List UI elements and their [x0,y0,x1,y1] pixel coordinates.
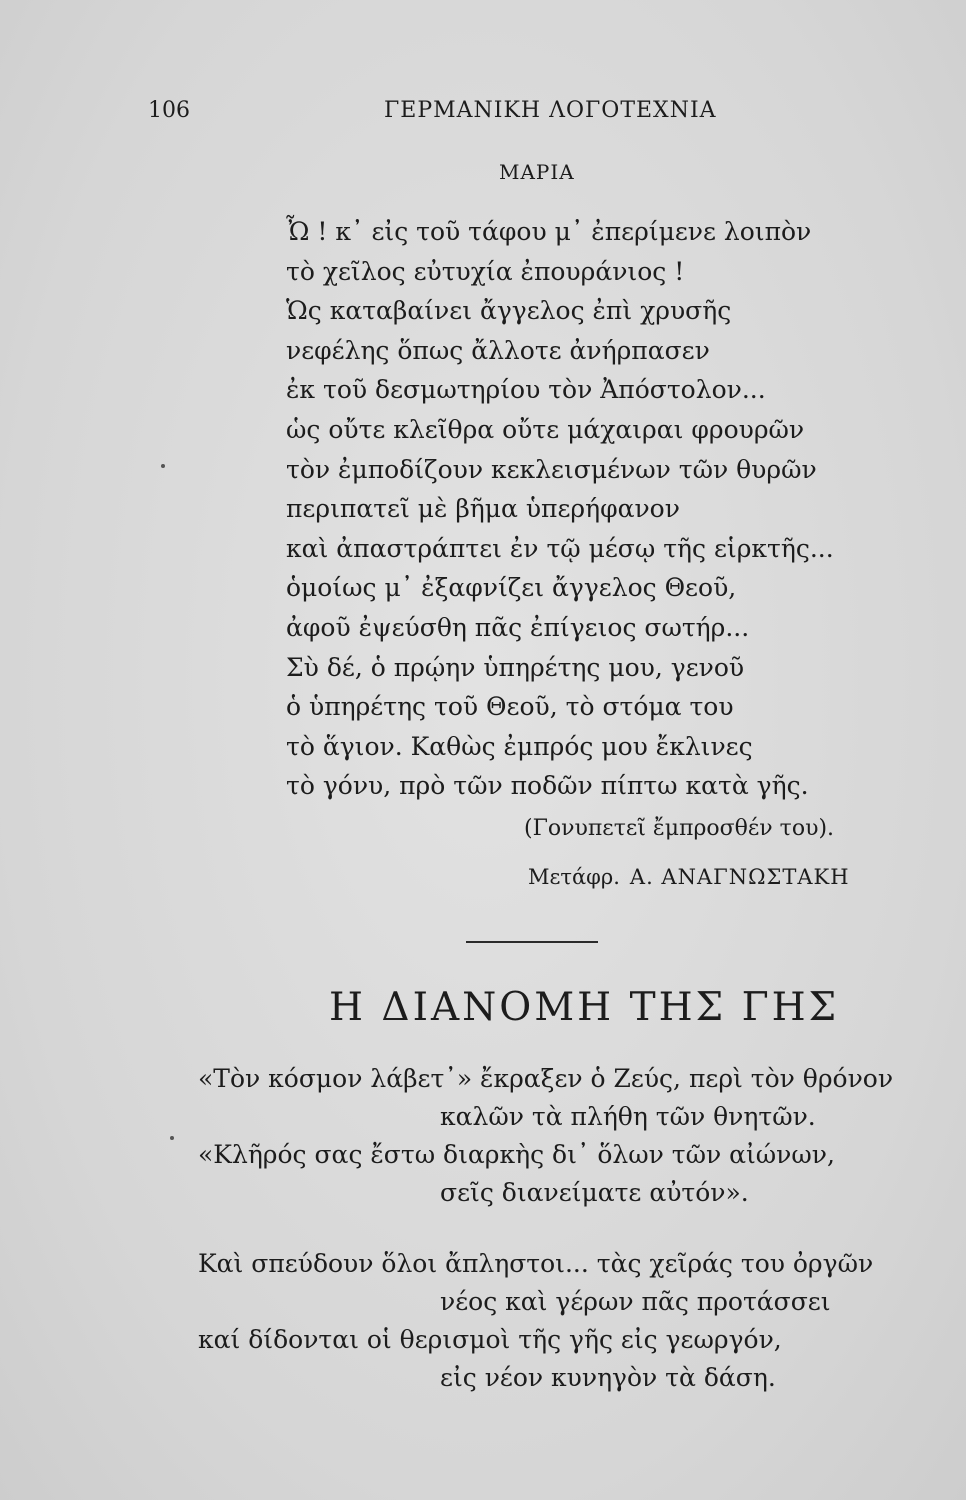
poem-line: τὸν ἐμποδίζουν κεκλεισμένων τῶν θυρῶν [286,454,817,484]
poem-line: Σὺ δέ, ὁ πρῴην ὑπηρέτης μου, γενοῦ [286,652,745,682]
poem-line: Ὦ ! κ᾽ εἰς τοῦ τάφου μ᾽ ἐπερίμενε λοιπὸν [286,217,812,246]
poem-line: ὁ ὑπηρέτης τοῦ Θεοῦ, τὸ στόμα του [286,692,734,722]
poem-line: «Κλῆρός σας ἔστω διαρκὴς δι᾽ ὅλων τῶν αἰώνων, [198,1140,835,1169]
page-number: 106 [148,98,190,123]
poem-body-maria [286,212,834,806]
poem-title-dianomi: Η ΔΙΑΝΟΜΗ ΤΗΣ ΓΗΣ [329,985,840,1030]
paper-speck [170,1136,174,1140]
section-divider [466,941,598,943]
poem-line: σεῖς διανείματε αὐτόν». [440,1178,749,1207]
translator-label: Μετάφρ. [528,865,620,889]
poem-line: νέος καὶ γέρων πᾶς προτάσσει [440,1287,831,1316]
poem-line: «Τὸν κόσμον λάβετ᾽» ἔκραξεν ὁ Ζεύς, περὶ τὸν θρόνον [198,1064,894,1093]
poem-line: τὸ ἅγιον. Καθὼς ἐμπρός μου ἔκλινες [286,731,753,761]
running-title: ΓΕΡΜΑΝΙΚΗ ΛΟΓΟΤΕΧΝΙΑ [384,98,717,123]
poem-line: Ὡς καταβαίνει ἄγγελος ἐπὶ χρυσῆς [286,296,732,326]
poem-line: καί δίδονται οἱ θερισμοὶ τῆς γῆς εἰς γεωργόν, [198,1325,782,1354]
poem-line: τὸ γόνυ, πρὸ τῶν ποδῶν πίπτω κατὰ γῆς. [286,771,809,801]
poem-line: καὶ ἀπαστράπτει ἐν τῷ μέσῳ τῆς εἱρκτῆς... [286,533,834,563]
poem-line: ὡς οὔτε κλεῖθρα οὔτε μάχαιραι φρουρῶν [286,414,805,444]
poem-line: νεφέλης ὅπως ἄλλοτε ἀνήρπασεν [286,335,710,365]
poem-line: Καὶ σπεύδουν ὅλοι ἄπληστοι... τὰς χεῖράς του ὀργῶν [198,1249,874,1278]
poem-line: ὁμοίως μ᾽ ἐξαφνίζει ἄγγελος Θεοῦ, [286,573,737,603]
poem-line: περιπατεῖ μὲ βῆμα ὑπερήφανον [286,494,680,524]
stage-direction: (Γονυπετεῖ ἔμπροσθέν του). [524,816,835,841]
poem-line: τὸ χεῖλος εὐτυχία ἐπουράνιος ! [286,256,685,286]
poem-line: εἰς νέον κυνηγὸν τὰ δάση. [440,1363,776,1392]
poem-line: καλῶν τὰ πλήθη τῶν θνητῶν. [440,1102,816,1131]
paper-speck [161,464,165,468]
poem-line: ἐκ τοῦ δεσμωτηρίου τὸν Ἀπόστολον... [286,375,766,405]
translator-credit [528,865,850,889]
translator-name: Α. ΑΝΑΓΝΩΣΤΑΚΗ [629,865,850,889]
poem-line: ἀφοῦ ἐψεύσθη πᾶς ἐπίγειος σωτήρ... [286,612,750,642]
poem-title-maria: ΜΑΡΙΑ [499,160,575,184]
